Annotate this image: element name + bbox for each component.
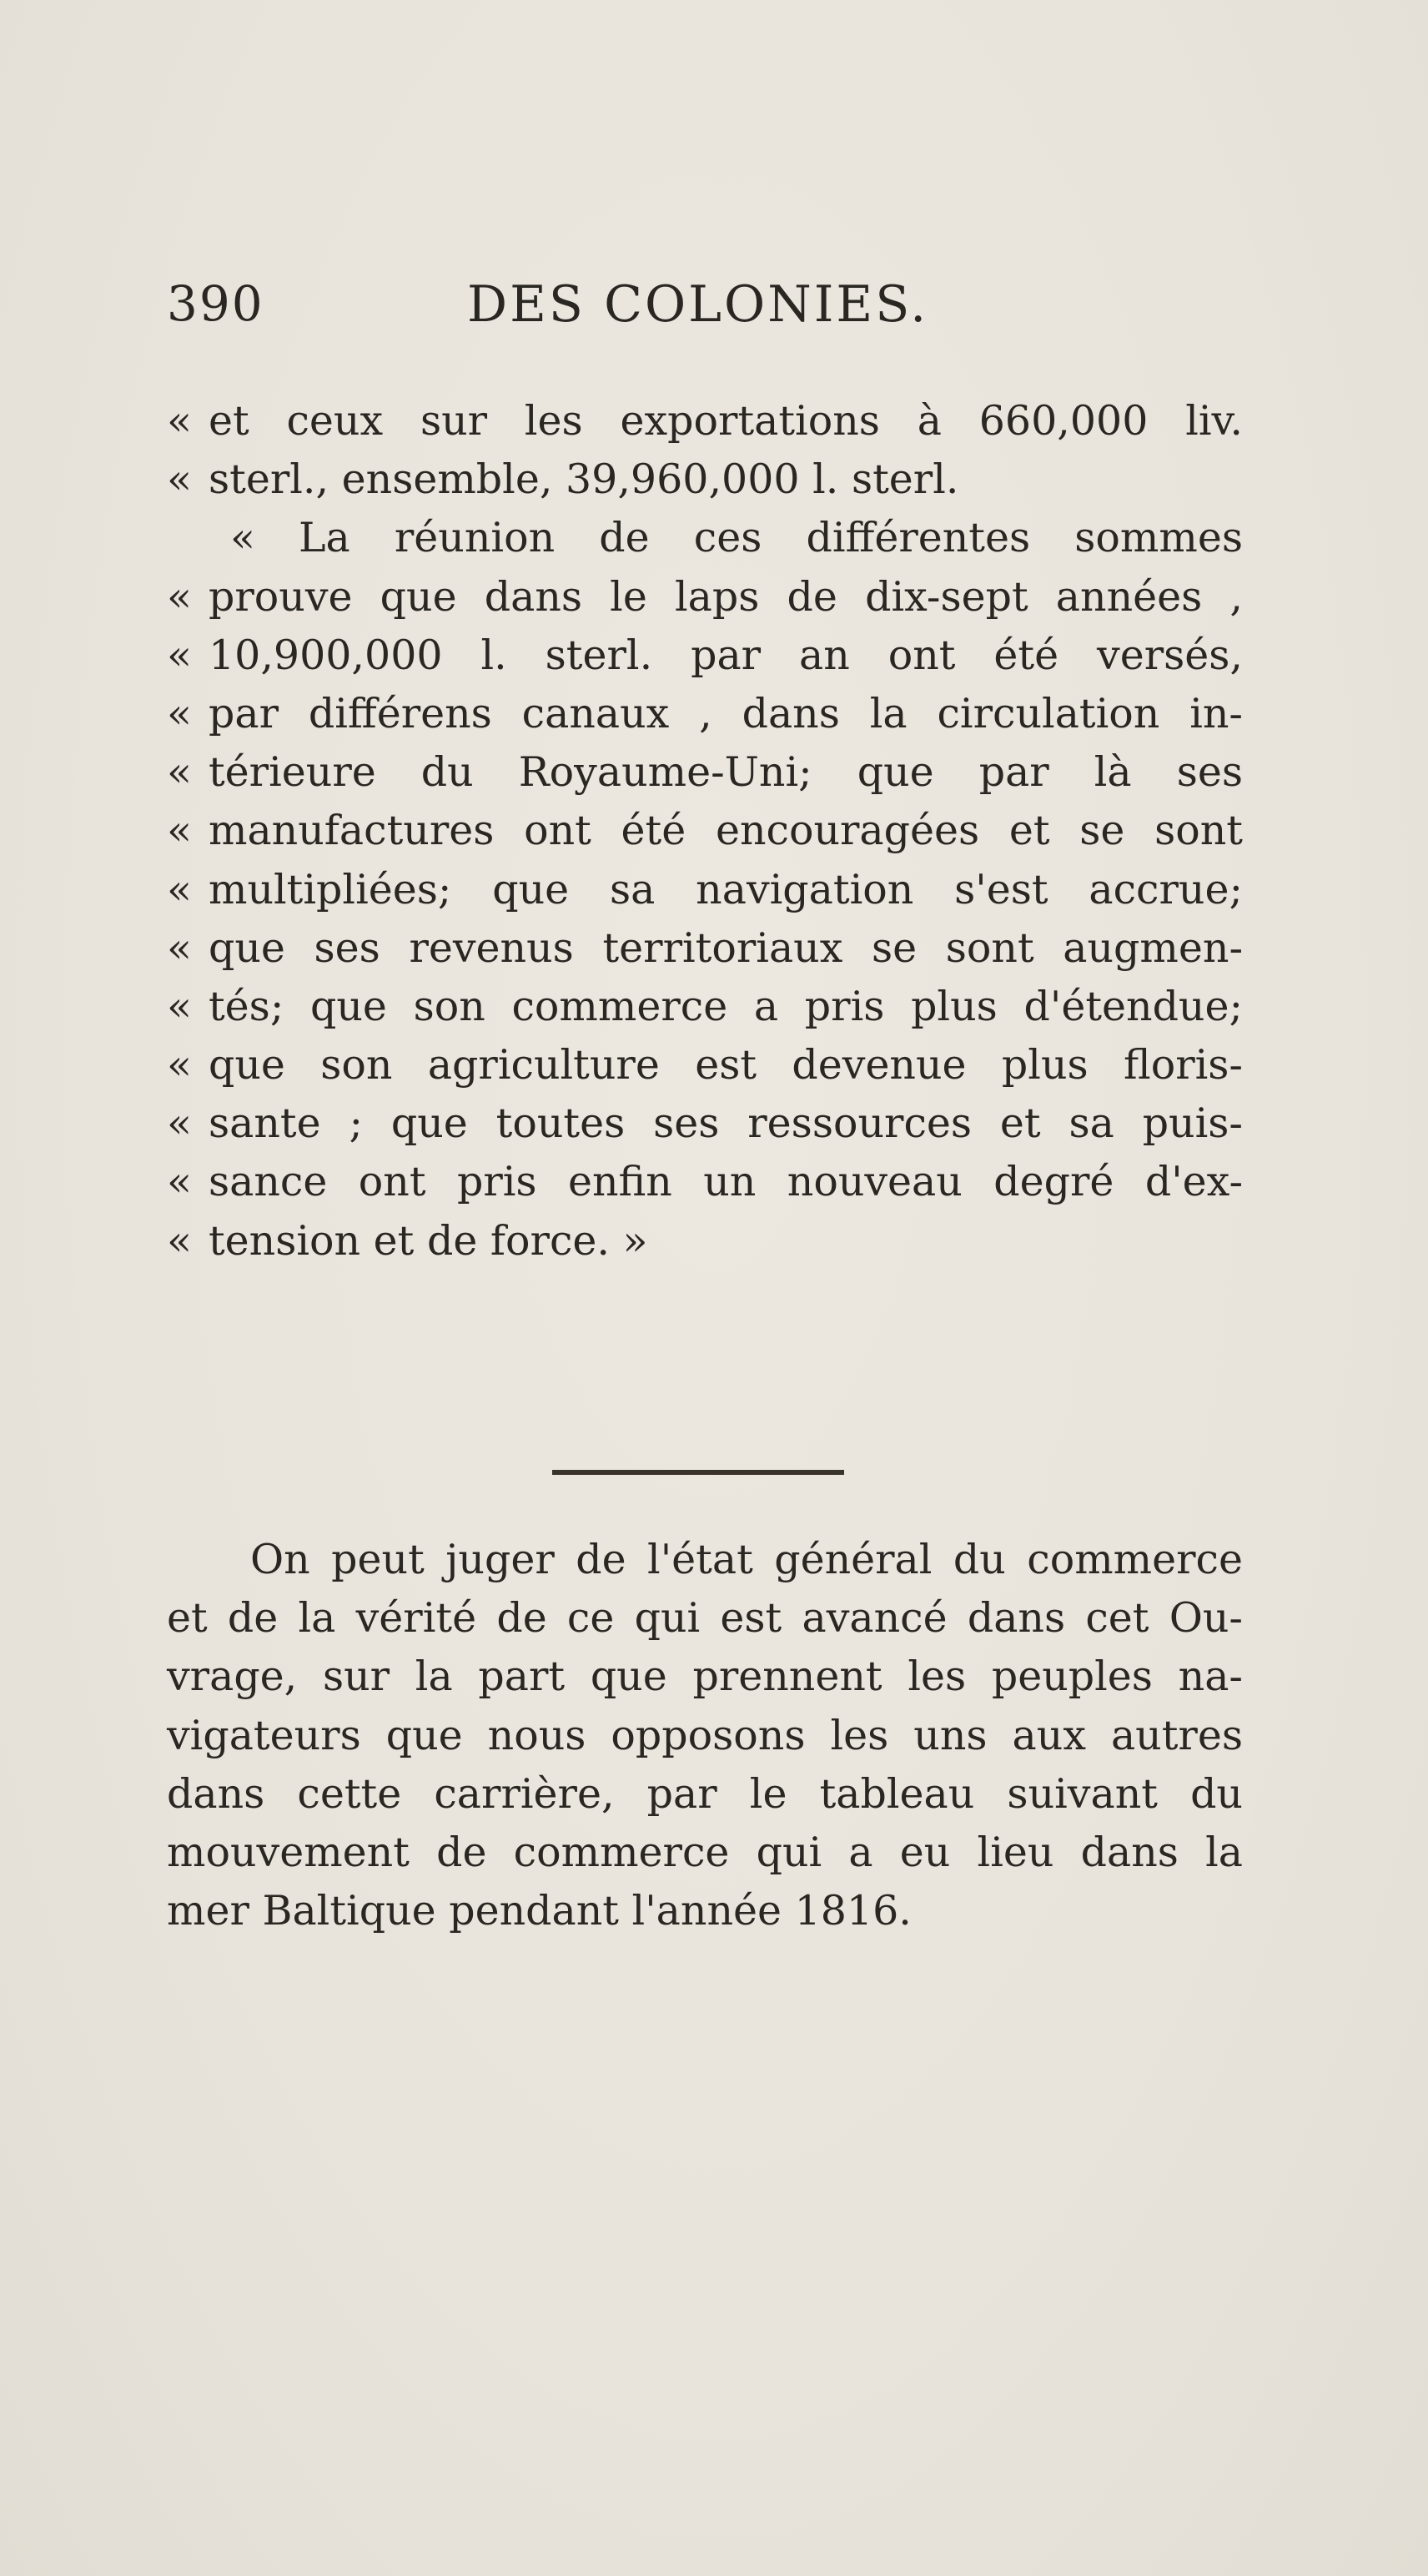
quoted-passage <box>167 392 1243 1270</box>
quote-line-text: par différens canaux , dans la circulation in- <box>208 689 1243 737</box>
quote-mark: « <box>167 572 192 621</box>
running-title: DES COLONIES. <box>467 275 929 334</box>
quote-mark: « <box>230 514 255 562</box>
quote-line-text: tés; que son commerce a pris plus d'étendue; <box>208 982 1243 1030</box>
section-divider <box>552 1470 844 1475</box>
quote-line <box>167 509 1243 567</box>
quote-line-text: sante ; que toutes ses ressources et sa puis- <box>208 1099 1243 1148</box>
quote-mark: « <box>167 923 192 972</box>
paragraph-line: vigateurs que nous opposons les uns aux autres <box>167 1711 1243 1759</box>
paragraph-line: On peut juger de l'état général du commerce <box>250 1536 1243 1583</box>
paragraph-line: mouvement de commerce qui a eu lieu dans la <box>167 1828 1243 1876</box>
quote-line <box>167 626 1243 685</box>
quote-line-text: manufactures ont été encouragées et se sont <box>208 807 1243 855</box>
quote-mark: « <box>167 748 192 797</box>
quote-line-text: multipliées; que sa navigation s'est accrue; <box>208 865 1243 913</box>
quote-line <box>167 1153 1243 1211</box>
quote-mark: « <box>167 631 192 679</box>
quote-line <box>167 1036 1243 1094</box>
quote-line-text: térieure du Royaume-Uni; que par là ses <box>208 748 1243 797</box>
quote-mark: « <box>167 455 192 504</box>
paragraph-line: vrage, sur la part que prennent les peuples na- <box>167 1653 1243 1701</box>
quote-line-text: 10,900,000 l. sterl. par an ont été versés, <box>208 631 1243 679</box>
quote-mark: « <box>167 865 192 913</box>
quote-line-text: tension et de force. » <box>208 1216 648 1265</box>
quote-mark: « <box>167 982 192 1030</box>
quote-line <box>167 392 1243 450</box>
quote-line-text: La réunion de ces différentes sommes <box>298 514 1243 562</box>
quote-line-text: que ses revenus territoriaux se sont augmen- <box>208 923 1243 972</box>
quote-line <box>167 1094 1243 1153</box>
body-paragraph <box>167 1531 1243 1940</box>
quote-line-text: sterl., ensemble, 39,960,000 l. sterl. <box>208 455 959 504</box>
quote-line <box>167 978 1243 1036</box>
quote-mark: « <box>167 1158 192 1206</box>
quote-line-text: prouve que dans le laps de dix-sept années , <box>208 572 1243 621</box>
paragraph-line: et de la vérité de ce qui est avancé dans cet Ou- <box>167 1594 1243 1643</box>
quote-mark: « <box>167 689 192 737</box>
quote-line <box>167 743 1243 802</box>
quote-mark: « <box>167 1099 192 1148</box>
quote-line <box>167 1212 1243 1270</box>
quote-line-text: sance ont pris enfin un nouveau degré d'ex- <box>208 1158 1243 1206</box>
quote-line-text: et ceux sur les exportations à 660,000 liv. <box>208 397 1243 445</box>
quote-mark: « <box>167 807 192 855</box>
quote-line <box>167 685 1243 743</box>
paragraph-line: mer Baltique pendant l'année 1816. <box>167 1887 912 1935</box>
quote-line <box>167 919 1243 978</box>
quote-line <box>167 568 1243 626</box>
quote-mark: « <box>167 1041 192 1089</box>
quote-line <box>167 450 1243 509</box>
paragraph-line: dans cette carrière, par le tableau suivant du <box>167 1769 1243 1818</box>
page-header <box>167 275 1251 350</box>
quote-line <box>167 861 1243 919</box>
quote-line <box>167 802 1243 860</box>
page-number: 390 <box>167 275 264 332</box>
quote-mark: « <box>167 1216 192 1265</box>
quote-line-text: que son agriculture est devenue plus floris- <box>208 1041 1243 1089</box>
quote-mark: « <box>167 397 192 445</box>
